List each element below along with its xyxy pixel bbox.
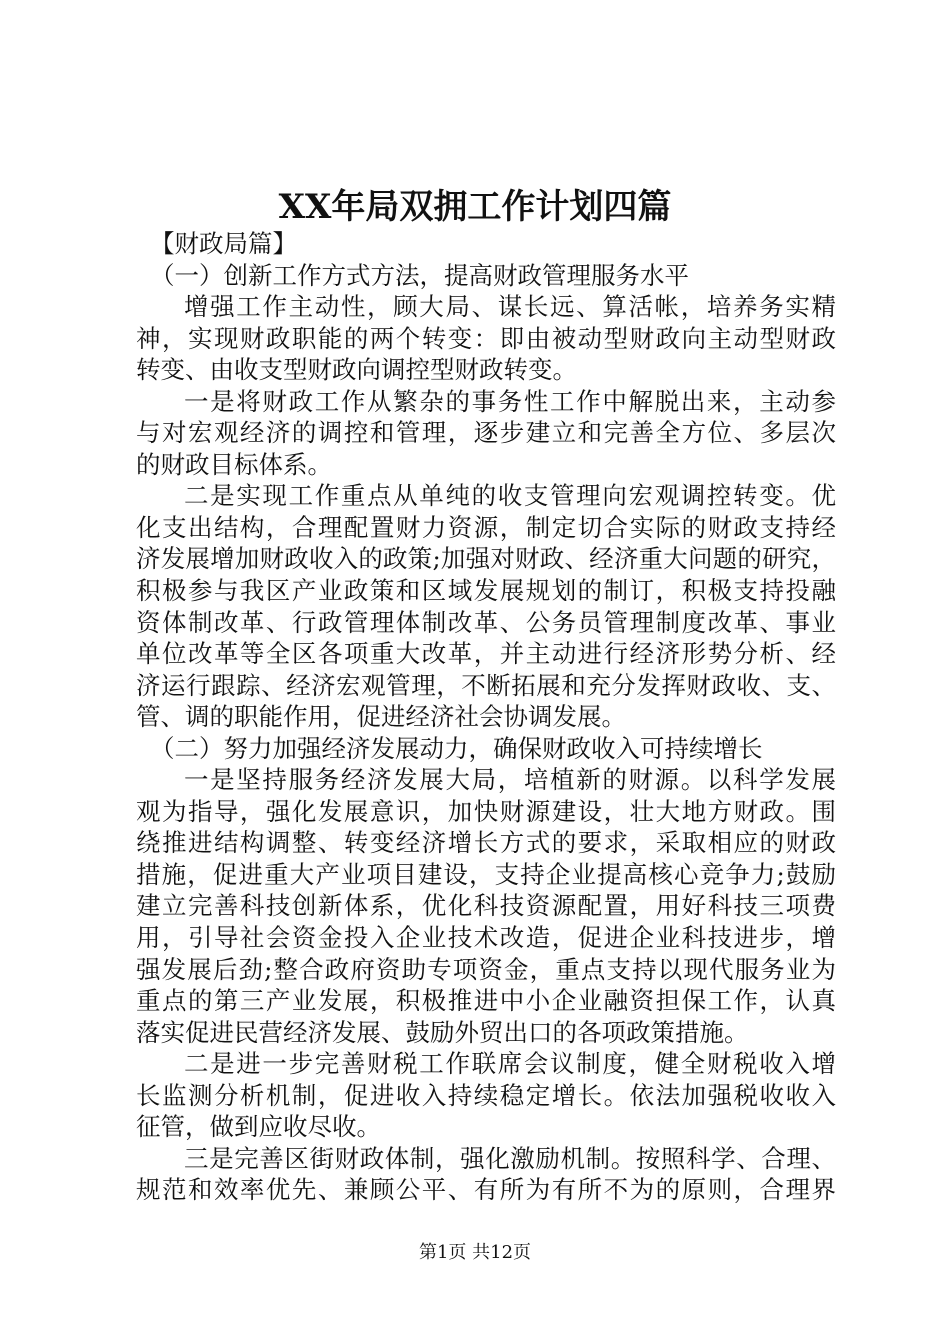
document-title: XX年局双拥工作计划四篇 <box>278 187 672 227</box>
paragraph-line: 的财政目标体系。 <box>136 449 332 479</box>
paragraph-line: 增强工作主动性，顾大局、谋长远、算活帐，培养务实精 <box>184 292 836 322</box>
paragraph-line: 观为指导，强化发展意识，加快财源建设，壮大地方财政。围 <box>136 796 836 826</box>
section-heading: 【财政局篇】 <box>150 229 297 258</box>
paragraph-line: 济运行跟踪、经济宏观管理，不断拓展和充分发挥财政收、支、 <box>136 670 836 700</box>
paragraph-line: 二是实现工作重点从单纯的收支管理向宏观调控转变。优 <box>184 481 836 511</box>
paragraph-line: 单位改革等全区各项重大改革，并主动进行经济形势分析、经 <box>136 639 836 669</box>
paragraph-line: 强发展后劲;整合政府资助专项资金，重点支持以现代服务业为 <box>136 954 836 984</box>
page-footer: 第1页 共12页 <box>418 1242 532 1263</box>
paragraph-line: 二是进一步完善财税工作联席会议制度，健全财税收入增 <box>184 1049 836 1079</box>
subsection-heading: （二）努力加强经济发展动力，确保财政收入可持续增长 <box>150 733 763 763</box>
paragraph-line: 神，实现财政职能的两个转变：即由被动型财政向主动型财政 <box>136 323 836 353</box>
paragraph-line: 重点的第三产业发展，积极推进中小企业融资担保工作，认真 <box>136 986 836 1016</box>
paragraph-line: 规范和效率优先、兼顾公平、有所为有所不为的原则，合理界 <box>136 1175 836 1205</box>
paragraph-line: 建立完善科技创新体系，优化科技资源配置，用好科技三项费 <box>136 891 836 921</box>
paragraph-line: 绕推进结构调整、转变经济增长方式的要求，采取相应的财政 <box>136 828 836 858</box>
subsection-heading: （一）创新工作方式方法，提高财政管理服务水平 <box>150 260 689 290</box>
paragraph-line: 措施，促进重大产业项目建设，支持企业提高核心竞争力;鼓励 <box>136 859 836 889</box>
paragraph-line: 一是将财政工作从繁杂的事务性工作中解脱出来，主动参 <box>184 386 836 416</box>
paragraph-line: 一是坚持服务经济发展大局，培植新的财源。以科学发展 <box>184 765 836 795</box>
paragraph-line: 用，引导社会资金投入企业技术改造，促进企业科技进步，增 <box>136 923 836 953</box>
document-body <box>136 228 836 1206</box>
paragraph-line: 三是完善区街财政体制，强化激励机制。按照科学、合理、 <box>184 1143 836 1173</box>
paragraph-line: 管、调的职能作用，促进经济社会协调发展。 <box>136 702 626 732</box>
paragraph-line: 与对宏观经济的调控和管理，逐步建立和完善全方位、多层次 <box>136 418 836 448</box>
paragraph-line: 济发展增加财政收入的政策;加强对财政、经济重大问题的研究， <box>136 544 836 574</box>
paragraph-line: 资体制改革、行政管理体制改革、公务员管理制度改革、事业 <box>136 607 836 637</box>
paragraph-line: 征管，做到应收尽收。 <box>136 1112 381 1142</box>
paragraph-line: 转变、由收支型财政向调控型财政转变。 <box>136 355 577 385</box>
paragraph-line: 化支出结构，合理配置财力资源，制定切合实际的财政支持经 <box>136 512 836 542</box>
paragraph-line: 长监测分析机制，促进收入持续稳定增长。依法加强税收收入 <box>136 1080 836 1110</box>
paragraph-line: 积极参与我区产业政策和区域发展规划的制订，积极支持投融 <box>136 576 836 606</box>
paragraph-line: 落实促进民营经济发展、鼓励外贸出口的各项政策措施。 <box>136 1017 749 1047</box>
